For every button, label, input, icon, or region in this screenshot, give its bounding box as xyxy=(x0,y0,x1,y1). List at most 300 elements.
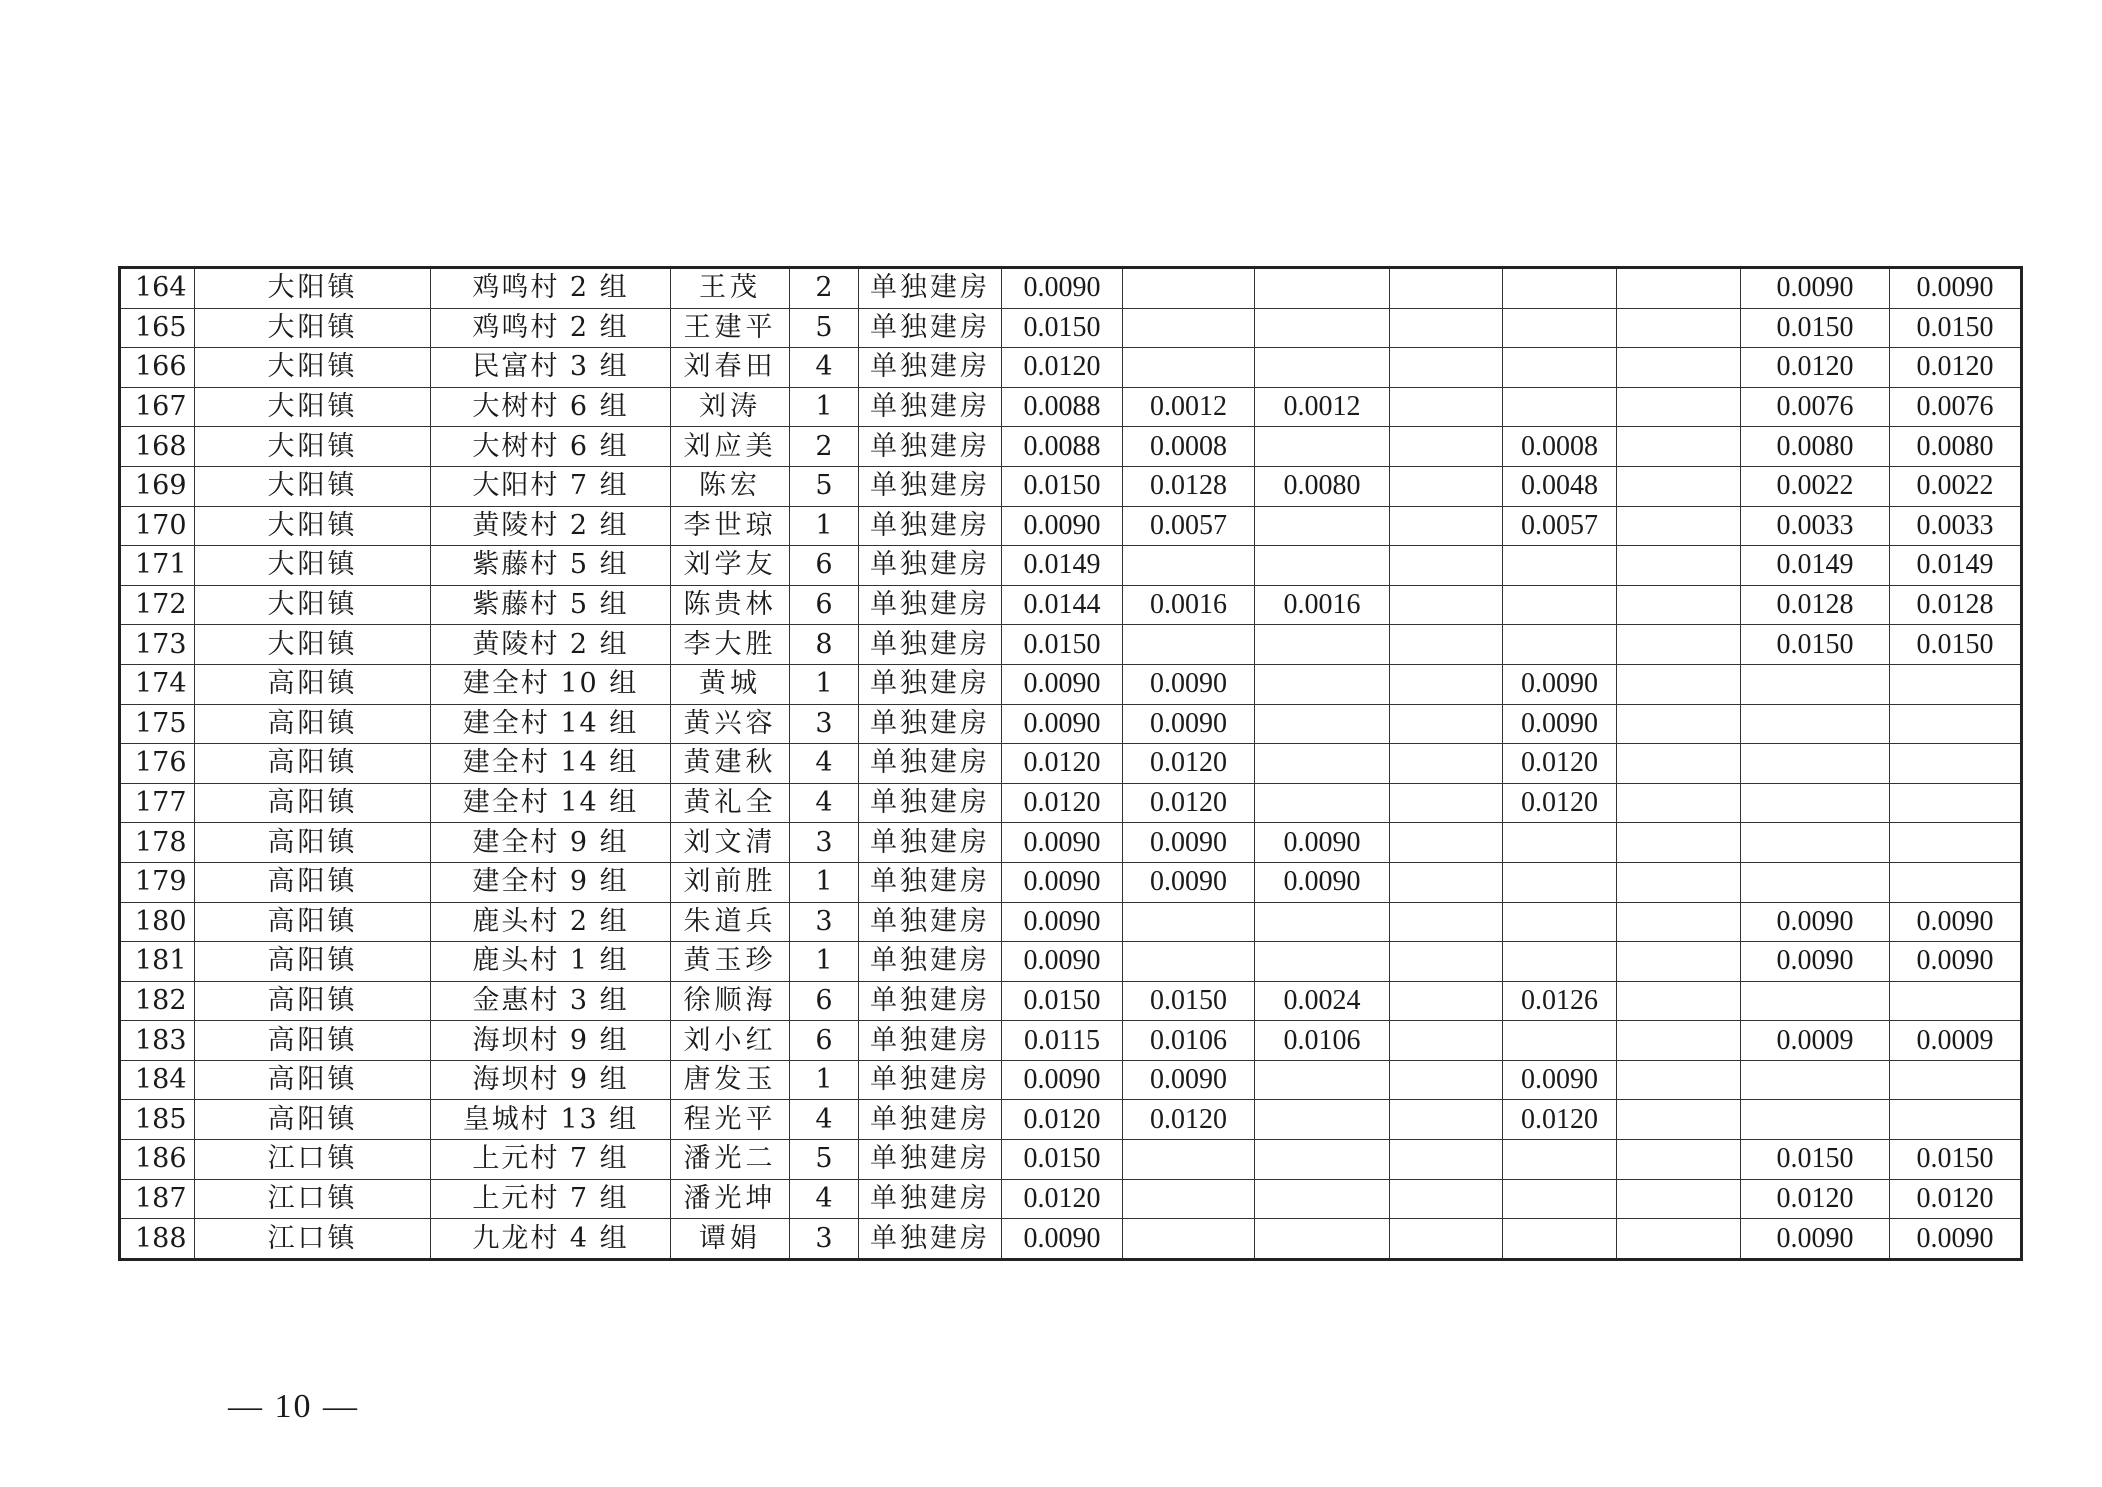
value-cell xyxy=(1390,387,1503,427)
value-cell: 0.0088 xyxy=(1002,427,1123,467)
applicant-name-cell: 潘光二 xyxy=(671,1140,790,1180)
household-size-cell: 4 xyxy=(790,1179,859,1219)
table-row xyxy=(120,625,2022,665)
row-number-cell: 167 xyxy=(120,387,195,427)
household-size-cell: 6 xyxy=(790,585,859,625)
value-cell xyxy=(1617,625,1741,665)
value-cell xyxy=(1617,1060,1741,1100)
value-cell: 0.0120 xyxy=(1002,348,1123,388)
value-cell xyxy=(1390,862,1503,902)
town-cell: 高阳镇 xyxy=(195,862,431,902)
village-group-cell: 紫藤村 5 组 xyxy=(431,585,671,625)
value-cell xyxy=(1617,1219,1741,1260)
row-number-cell: 175 xyxy=(120,704,195,744)
value-cell xyxy=(1741,664,1890,704)
value-cell: 0.0090 xyxy=(1741,268,1890,309)
household-size-cell: 2 xyxy=(790,268,859,309)
applicant-name-cell: 李世琼 xyxy=(671,506,790,546)
town-cell: 大阳镇 xyxy=(195,625,431,665)
value-cell: 0.0090 xyxy=(1002,506,1123,546)
value-cell: 0.0120 xyxy=(1002,1100,1123,1140)
value-cell xyxy=(1390,744,1503,784)
town-cell: 高阳镇 xyxy=(195,902,431,942)
value-cell xyxy=(1255,1219,1390,1260)
value-cell xyxy=(1741,1100,1890,1140)
value-cell: 0.0090 xyxy=(1002,704,1123,744)
table-row xyxy=(120,664,2022,704)
value-cell xyxy=(1390,783,1503,823)
value-cell xyxy=(1741,783,1890,823)
row-number-cell: 166 xyxy=(120,348,195,388)
value-cell xyxy=(1123,625,1255,665)
household-size-cell: 1 xyxy=(790,1060,859,1100)
household-size-cell: 1 xyxy=(790,862,859,902)
value-cell xyxy=(1255,506,1390,546)
value-cell xyxy=(1890,1060,2022,1100)
value-cell xyxy=(1123,1179,1255,1219)
value-cell: 0.0009 xyxy=(1741,1021,1890,1061)
value-cell: 0.0150 xyxy=(1890,1140,2022,1180)
household-size-cell: 3 xyxy=(790,1219,859,1260)
value-cell xyxy=(1890,744,2022,784)
value-cell xyxy=(1503,1219,1617,1260)
building-type-cell: 单独建房 xyxy=(859,387,1002,427)
applicant-name-cell: 黄城 xyxy=(671,664,790,704)
village-group-cell: 民富村 3 组 xyxy=(431,348,671,388)
value-cell: 0.0090 xyxy=(1123,664,1255,704)
value-cell: 0.0090 xyxy=(1741,942,1890,982)
value-cell xyxy=(1255,546,1390,586)
value-cell xyxy=(1123,308,1255,348)
value-cell: 0.0012 xyxy=(1255,387,1390,427)
value-cell: 0.0090 xyxy=(1255,823,1390,863)
building-type-cell: 单独建房 xyxy=(859,942,1002,982)
value-cell xyxy=(1741,823,1890,863)
value-cell xyxy=(1503,862,1617,902)
value-cell xyxy=(1617,1100,1741,1140)
value-cell xyxy=(1617,704,1741,744)
table-row xyxy=(120,704,2022,744)
row-number-cell: 173 xyxy=(120,625,195,665)
applicant-name-cell: 刘春田 xyxy=(671,348,790,388)
value-cell: 0.0080 xyxy=(1255,466,1390,506)
village-group-cell: 建全村 14 组 xyxy=(431,704,671,744)
value-cell xyxy=(1890,823,2022,863)
value-cell xyxy=(1890,783,2022,823)
value-cell xyxy=(1390,1140,1503,1180)
value-cell xyxy=(1617,546,1741,586)
table-row xyxy=(120,823,2022,863)
value-cell xyxy=(1617,981,1741,1021)
table-row xyxy=(120,308,2022,348)
value-cell: 0.0016 xyxy=(1123,585,1255,625)
building-type-cell: 单独建房 xyxy=(859,981,1002,1021)
value-cell: 0.0090 xyxy=(1503,664,1617,704)
value-cell: 0.0126 xyxy=(1503,981,1617,1021)
town-cell: 高阳镇 xyxy=(195,1100,431,1140)
value-cell: 0.0057 xyxy=(1503,506,1617,546)
applicant-name-cell: 陈宏 xyxy=(671,466,790,506)
value-cell: 0.0150 xyxy=(1123,981,1255,1021)
building-type-cell: 单独建房 xyxy=(859,546,1002,586)
household-size-cell: 3 xyxy=(790,902,859,942)
applicant-name-cell: 程光平 xyxy=(671,1100,790,1140)
building-type-cell: 单独建房 xyxy=(859,506,1002,546)
value-cell: 0.0120 xyxy=(1002,744,1123,784)
value-cell xyxy=(1617,862,1741,902)
value-cell: 0.0080 xyxy=(1741,427,1890,467)
table-row xyxy=(120,1021,2022,1061)
applicant-name-cell: 黄建秋 xyxy=(671,744,790,784)
town-cell: 江口镇 xyxy=(195,1140,431,1180)
table-row xyxy=(120,942,2022,982)
row-number-cell: 170 xyxy=(120,506,195,546)
town-cell: 大阳镇 xyxy=(195,308,431,348)
table-row xyxy=(120,348,2022,388)
applicant-name-cell: 黄兴容 xyxy=(671,704,790,744)
value-cell xyxy=(1617,348,1741,388)
value-cell xyxy=(1390,664,1503,704)
value-cell xyxy=(1123,546,1255,586)
village-group-cell: 上元村 7 组 xyxy=(431,1140,671,1180)
row-number-cell: 165 xyxy=(120,308,195,348)
applicant-name-cell: 刘前胜 xyxy=(671,862,790,902)
building-type-cell: 单独建房 xyxy=(859,308,1002,348)
applicant-name-cell: 徐顺海 xyxy=(671,981,790,1021)
row-number-cell: 164 xyxy=(120,268,195,309)
village-group-cell: 海坝村 9 组 xyxy=(431,1021,671,1061)
value-cell: 0.0150 xyxy=(1890,308,2022,348)
value-cell xyxy=(1390,1179,1503,1219)
value-cell xyxy=(1123,268,1255,309)
value-cell xyxy=(1503,1179,1617,1219)
table-row xyxy=(120,783,2022,823)
value-cell xyxy=(1123,942,1255,982)
value-cell xyxy=(1390,902,1503,942)
applicant-name-cell: 刘应美 xyxy=(671,427,790,467)
town-cell: 大阳镇 xyxy=(195,427,431,467)
town-cell: 大阳镇 xyxy=(195,268,431,309)
value-cell: 0.0115 xyxy=(1002,1021,1123,1061)
row-number-cell: 184 xyxy=(120,1060,195,1100)
row-number-cell: 183 xyxy=(120,1021,195,1061)
village-group-cell: 黄陵村 2 组 xyxy=(431,625,671,665)
value-cell: 0.0090 xyxy=(1503,1060,1617,1100)
value-cell: 0.0090 xyxy=(1123,1060,1255,1100)
value-cell xyxy=(1503,942,1617,982)
value-cell xyxy=(1617,268,1741,309)
table-row xyxy=(120,981,2022,1021)
value-cell xyxy=(1741,981,1890,1021)
value-cell: 0.0120 xyxy=(1123,744,1255,784)
value-cell xyxy=(1390,823,1503,863)
value-cell xyxy=(1617,466,1741,506)
town-cell: 高阳镇 xyxy=(195,942,431,982)
value-cell xyxy=(1390,1060,1503,1100)
value-cell: 0.0090 xyxy=(1002,1060,1123,1100)
value-cell xyxy=(1503,1140,1617,1180)
value-cell xyxy=(1617,1140,1741,1180)
table-row xyxy=(120,862,2022,902)
household-size-cell: 6 xyxy=(790,546,859,586)
value-cell: 0.0088 xyxy=(1002,387,1123,427)
row-number-cell: 186 xyxy=(120,1140,195,1180)
value-cell: 0.0090 xyxy=(1890,268,2022,309)
value-cell: 0.0120 xyxy=(1741,348,1890,388)
village-group-cell: 大阳村 7 组 xyxy=(431,466,671,506)
value-cell: 0.0090 xyxy=(1741,1219,1890,1260)
value-cell xyxy=(1390,1100,1503,1140)
value-cell: 0.0150 xyxy=(1002,625,1123,665)
table-row xyxy=(120,427,2022,467)
town-cell: 高阳镇 xyxy=(195,704,431,744)
value-cell xyxy=(1503,546,1617,586)
value-cell xyxy=(1503,268,1617,309)
value-cell xyxy=(1503,1021,1617,1061)
table-row xyxy=(120,902,2022,942)
household-size-cell: 1 xyxy=(790,387,859,427)
value-cell xyxy=(1123,902,1255,942)
row-number-cell: 182 xyxy=(120,981,195,1021)
town-cell: 大阳镇 xyxy=(195,466,431,506)
row-number-cell: 169 xyxy=(120,466,195,506)
value-cell xyxy=(1890,664,2022,704)
household-size-cell: 5 xyxy=(790,1140,859,1180)
value-cell xyxy=(1503,308,1617,348)
household-size-cell: 8 xyxy=(790,625,859,665)
building-type-cell: 单独建房 xyxy=(859,823,1002,863)
value-cell xyxy=(1123,1219,1255,1260)
building-type-cell: 单独建房 xyxy=(859,268,1002,309)
value-cell xyxy=(1255,902,1390,942)
value-cell: 0.0120 xyxy=(1890,348,2022,388)
value-cell xyxy=(1390,942,1503,982)
value-cell xyxy=(1255,704,1390,744)
value-cell: 0.0057 xyxy=(1123,506,1255,546)
town-cell: 高阳镇 xyxy=(195,981,431,1021)
value-cell: 0.0149 xyxy=(1741,546,1890,586)
value-cell: 0.0090 xyxy=(1002,902,1123,942)
value-cell xyxy=(1890,1100,2022,1140)
row-number-cell: 178 xyxy=(120,823,195,863)
value-cell: 0.0033 xyxy=(1890,506,2022,546)
value-cell: 0.0033 xyxy=(1741,506,1890,546)
value-cell xyxy=(1123,348,1255,388)
household-size-cell: 4 xyxy=(790,1100,859,1140)
value-cell: 0.0080 xyxy=(1890,427,2022,467)
value-cell xyxy=(1390,1219,1503,1260)
value-cell xyxy=(1617,1179,1741,1219)
applicant-name-cell: 王茂 xyxy=(671,268,790,309)
applicant-name-cell: 谭娟 xyxy=(671,1219,790,1260)
value-cell xyxy=(1503,387,1617,427)
town-cell: 大阳镇 xyxy=(195,506,431,546)
village-group-cell: 黄陵村 2 组 xyxy=(431,506,671,546)
value-cell xyxy=(1617,744,1741,784)
value-cell xyxy=(1390,506,1503,546)
town-cell: 大阳镇 xyxy=(195,546,431,586)
value-cell xyxy=(1390,308,1503,348)
value-cell xyxy=(1617,823,1741,863)
value-cell xyxy=(1255,1179,1390,1219)
building-type-cell: 单独建房 xyxy=(859,1179,1002,1219)
value-cell: 0.0008 xyxy=(1503,427,1617,467)
town-cell: 高阳镇 xyxy=(195,783,431,823)
town-cell: 高阳镇 xyxy=(195,1060,431,1100)
building-type-cell: 单独建房 xyxy=(859,1021,1002,1061)
building-type-cell: 单独建房 xyxy=(859,1140,1002,1180)
value-cell xyxy=(1617,427,1741,467)
applicant-name-cell: 刘文清 xyxy=(671,823,790,863)
building-type-cell: 单独建房 xyxy=(859,1219,1002,1260)
town-cell: 大阳镇 xyxy=(195,348,431,388)
village-group-cell: 建全村 9 组 xyxy=(431,823,671,863)
value-cell xyxy=(1255,942,1390,982)
town-cell: 大阳镇 xyxy=(195,387,431,427)
value-cell xyxy=(1617,585,1741,625)
village-group-cell: 鹿头村 2 组 xyxy=(431,902,671,942)
value-cell: 0.0022 xyxy=(1741,466,1890,506)
town-cell: 高阳镇 xyxy=(195,1021,431,1061)
town-cell: 高阳镇 xyxy=(195,744,431,784)
value-cell: 0.0120 xyxy=(1890,1179,2022,1219)
value-cell xyxy=(1503,823,1617,863)
household-size-cell: 1 xyxy=(790,664,859,704)
value-cell xyxy=(1255,268,1390,309)
value-cell: 0.0090 xyxy=(1002,1219,1123,1260)
value-cell: 0.0150 xyxy=(1002,1140,1123,1180)
value-cell: 0.0009 xyxy=(1890,1021,2022,1061)
village-group-cell: 大树村 6 组 xyxy=(431,427,671,467)
value-cell xyxy=(1390,704,1503,744)
applicant-name-cell: 刘小红 xyxy=(671,1021,790,1061)
building-type-cell: 单独建房 xyxy=(859,862,1002,902)
value-cell xyxy=(1617,783,1741,823)
value-cell xyxy=(1617,308,1741,348)
value-cell: 0.0120 xyxy=(1123,783,1255,823)
applicant-name-cell: 李大胜 xyxy=(671,625,790,665)
value-cell: 0.0106 xyxy=(1255,1021,1390,1061)
town-cell: 江口镇 xyxy=(195,1179,431,1219)
value-cell: 0.0024 xyxy=(1255,981,1390,1021)
value-cell xyxy=(1390,348,1503,388)
value-cell: 0.0150 xyxy=(1741,625,1890,665)
land-use-table xyxy=(118,266,2023,1261)
value-cell xyxy=(1255,427,1390,467)
table-row xyxy=(120,1140,2022,1180)
value-cell xyxy=(1503,585,1617,625)
town-cell: 高阳镇 xyxy=(195,664,431,704)
building-type-cell: 单独建房 xyxy=(859,1100,1002,1140)
row-number-cell: 180 xyxy=(120,902,195,942)
building-type-cell: 单独建房 xyxy=(859,664,1002,704)
town-cell: 高阳镇 xyxy=(195,823,431,863)
table-row xyxy=(120,268,2022,309)
building-type-cell: 单独建房 xyxy=(859,744,1002,784)
value-cell: 0.0090 xyxy=(1890,1219,2022,1260)
value-cell: 0.0150 xyxy=(1741,308,1890,348)
value-cell xyxy=(1503,902,1617,942)
value-cell xyxy=(1255,1140,1390,1180)
building-type-cell: 单独建房 xyxy=(859,625,1002,665)
value-cell xyxy=(1390,427,1503,467)
household-size-cell: 3 xyxy=(790,704,859,744)
household-size-cell: 5 xyxy=(790,308,859,348)
row-number-cell: 187 xyxy=(120,1179,195,1219)
value-cell: 0.0090 xyxy=(1741,902,1890,942)
village-group-cell: 建全村 9 组 xyxy=(431,862,671,902)
town-cell: 大阳镇 xyxy=(195,585,431,625)
table-row xyxy=(120,546,2022,586)
applicant-name-cell: 潘光坤 xyxy=(671,1179,790,1219)
row-number-cell: 181 xyxy=(120,942,195,982)
village-group-cell: 鸡鸣村 2 组 xyxy=(431,268,671,309)
applicant-name-cell: 唐发玉 xyxy=(671,1060,790,1100)
applicant-name-cell: 黄礼全 xyxy=(671,783,790,823)
table-body xyxy=(120,268,2022,1260)
value-cell xyxy=(1255,308,1390,348)
value-cell xyxy=(1255,625,1390,665)
applicant-name-cell: 陈贵林 xyxy=(671,585,790,625)
row-number-cell: 171 xyxy=(120,546,195,586)
table-row xyxy=(120,585,2022,625)
value-cell: 0.0150 xyxy=(1002,308,1123,348)
value-cell: 0.0120 xyxy=(1741,1179,1890,1219)
value-cell xyxy=(1390,625,1503,665)
value-cell: 0.0012 xyxy=(1123,387,1255,427)
value-cell xyxy=(1890,862,2022,902)
table-row xyxy=(120,1100,2022,1140)
value-cell: 0.0016 xyxy=(1255,585,1390,625)
household-size-cell: 3 xyxy=(790,823,859,863)
value-cell xyxy=(1617,942,1741,982)
value-cell: 0.0150 xyxy=(1002,466,1123,506)
row-number-cell: 168 xyxy=(120,427,195,467)
table-row xyxy=(120,466,2022,506)
building-type-cell: 单独建房 xyxy=(859,783,1002,823)
village-group-cell: 建全村 10 组 xyxy=(431,664,671,704)
village-group-cell: 大树村 6 组 xyxy=(431,387,671,427)
household-size-cell: 6 xyxy=(790,1021,859,1061)
value-cell xyxy=(1123,1140,1255,1180)
household-size-cell: 1 xyxy=(790,506,859,546)
applicant-name-cell: 王建平 xyxy=(671,308,790,348)
table-row xyxy=(120,506,2022,546)
value-cell xyxy=(1390,1021,1503,1061)
village-group-cell: 建全村 14 组 xyxy=(431,744,671,784)
household-size-cell: 6 xyxy=(790,981,859,1021)
applicant-name-cell: 刘学友 xyxy=(671,546,790,586)
value-cell: 0.0048 xyxy=(1503,466,1617,506)
household-size-cell: 4 xyxy=(790,744,859,784)
building-type-cell: 单独建房 xyxy=(859,1060,1002,1100)
value-cell: 0.0090 xyxy=(1123,704,1255,744)
value-cell xyxy=(1255,783,1390,823)
value-cell: 0.0090 xyxy=(1002,942,1123,982)
value-cell xyxy=(1255,744,1390,784)
value-cell: 0.0076 xyxy=(1890,387,2022,427)
value-cell xyxy=(1390,585,1503,625)
household-size-cell: 2 xyxy=(790,427,859,467)
value-cell: 0.0090 xyxy=(1123,862,1255,902)
value-cell: 0.0144 xyxy=(1002,585,1123,625)
town-cell: 江口镇 xyxy=(195,1219,431,1260)
village-group-cell: 海坝村 9 组 xyxy=(431,1060,671,1100)
applicant-name-cell: 刘涛 xyxy=(671,387,790,427)
table-row xyxy=(120,1219,2022,1260)
household-size-cell: 4 xyxy=(790,348,859,388)
table-row xyxy=(120,744,2022,784)
